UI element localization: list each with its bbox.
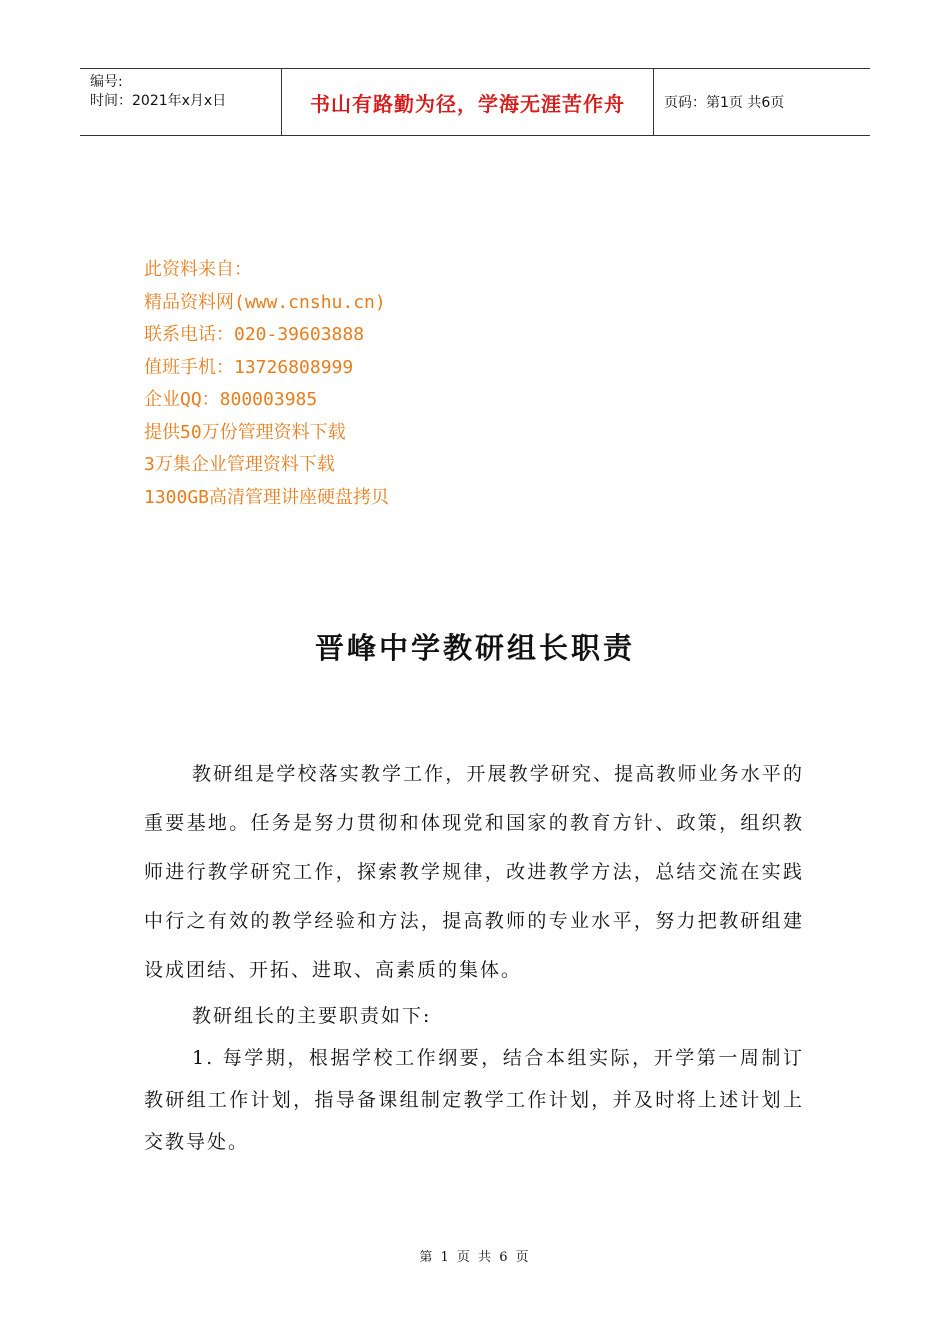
body-paragraph: 教研组是学校落实教学工作，开展教学研究、提高教师业务水平的重要基地。任务是努力贯彻和体现党和国家的教育方针、政策，组织教师进行教学研究工作，探索教学规律，改进教学方法，总结交流在实践中行之有效的教学经验和方法，提高教师的专业水平，努力把教研组建设成团结、开拓、进取、高素质的集体。: [144, 763, 804, 981]
number-label: 编号:: [90, 74, 123, 90]
promo-line-website[interactable]: 精品资料网(www.cnshu.cn): [144, 291, 386, 313]
promo-line: 3万集企业管理资料下载: [144, 454, 335, 475]
promo-line: 此资料来自：: [144, 259, 252, 280]
document-title: 晋峰中学教研组长职责: [314, 631, 635, 665]
page-footer: 第 1 页 共 6 页: [419, 1250, 531, 1265]
promo-line: 企业QQ：800003985: [144, 389, 318, 410]
body-paragraph: 教研组长的主要职责如下:: [192, 1005, 432, 1027]
header-table: [80, 68, 870, 136]
document-body: [144, 750, 804, 1163]
promo-line: 联系电话：020-39603888: [144, 324, 365, 345]
motto-cell: [282, 69, 654, 135]
header-meta-cell: [80, 69, 282, 135]
body-paragraph: 1. 每学期，根据学校工作纲要，结合本组实际，开学第一周制订教研组工作计划，指导备课组制定教学工作计划，并及时将上述计划上交教导处。: [144, 1047, 804, 1153]
time-label: 时间：2021年x月x日: [90, 93, 227, 109]
promo-block: [144, 254, 389, 514]
page-info-text: 页码：第1页 共6页: [664, 95, 785, 111]
promo-line: 值班手机：13726808999: [144, 356, 354, 378]
promo-line: 提供50万份管理资料下载: [144, 421, 346, 443]
page-info-cell: [654, 69, 870, 135]
promo-line: 1300GB高清管理讲座硬盘拷贝: [144, 486, 390, 508]
motto-text: 书山有路勤为径，学海无涯苦作舟: [310, 91, 625, 116]
